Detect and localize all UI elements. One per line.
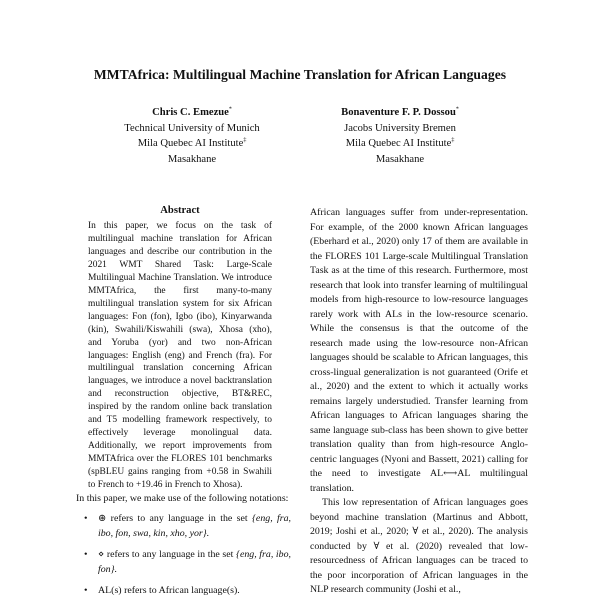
list-item: • ⋄ refers to any language in the set {eng, fra, ibo, fon}. — [84, 549, 292, 575]
paper-title: MMTAfrica: Multilingual Machine Translation for African Languages — [93, 67, 507, 82]
author-affiliation: Technical University of Munich — [124, 122, 260, 134]
author-name: Chris C. Emezue — [152, 107, 229, 118]
author-name: Bonaventure F. P. Dossou — [341, 107, 456, 118]
abstract-heading: Abstract — [160, 205, 200, 216]
abstract-text: In this paper, we focus on the task of multilingual machine translation for African languages and describe our contribution in the 2021 WMT Shared Task: Large-Scale Multilingual Machine Translation. We introduce MMTAfrica, the first many-to-many multilingual translation system for six African languages: Fon (fon), Igbo (ibo), Kinyarwanda (kin), Swahili/Kiswahili (swa), Xhosa (xho), and Yoruba (yor) and two non-African languages: English (eng) and French (fra). For multilingual translation concerning African languages, we introduce a novel backtranslation and reconstruction objective, BT&REC, inspired by the random online back translation and T5 modelling framework respectively, to effectively leverage monolingual data. Additionally, we report improvements from MMTAfrica over the FLORES 101 benchmarks (spBLEU gains ranging from +0.58 in Swahili to French to +19.46 in French to Xhosa). — [88, 221, 272, 491]
body-paragraph: This low representation of African languages goes beyond machine translation (Martinus and Abbott, 2019; Joshi et al., 2020; ∀ et al., 2020). The analysis conducted by ∀ et al. (2020) revealed that low-resourcedness of African languages can be traced to the poor incorporation of African languages in the NLP research community (Joshi et al., — [310, 497, 528, 596]
notation-symbol: ⊛ — [98, 513, 107, 525]
affiliation-mark: ‡ — [451, 137, 455, 144]
author-block — [92, 105, 292, 167]
author-mark: * — [455, 106, 459, 113]
notation-symbol: AL(s) — [98, 585, 122, 597]
list-item: • AL(s) refers to African language(s). — [84, 585, 240, 597]
notation-set: {eng, fra, ibo, fon, swa, kin, xho, yor}. — [98, 513, 292, 539]
left-column-body — [76, 492, 291, 600]
author-affiliation: Mila Quebec AI Institute — [345, 138, 452, 149]
author-affiliation: Masakhane — [375, 153, 425, 165]
author-affiliation: Masakhane — [167, 153, 217, 165]
author-block — [300, 105, 500, 167]
notation-text: refers to any language in the set — [110, 513, 248, 525]
affiliation-mark: ‡ — [243, 137, 247, 144]
notation-intro: In this paper, we make use of the following notations: — [76, 493, 289, 504]
author-affiliation: Mila Quebec AI Institute — [137, 138, 244, 149]
right-column-body — [310, 206, 528, 598]
notation-text: refers to African language(s). — [124, 585, 240, 597]
notation-text: refers to any language in the set — [106, 549, 234, 561]
notation-set: {eng, fra, ibo, fon}. — [98, 549, 292, 575]
author-mark: * — [228, 106, 232, 113]
notation-symbol: ⋄ — [98, 549, 105, 561]
list-item: • ⊛ refers to any language in the set {eng, fra, ibo, fon, swa, kin, xho, yor}. — [84, 513, 292, 539]
author-affiliation: Jacobs University Bremen — [344, 122, 456, 134]
body-paragraph: African languages suffer from under-representation. For example, of the 2000 known African languages (Eberhard et al., 2020) only 17 of them are available in the FLORES 101 Large-scale Multilingual Translation Task as at the time of this research. Furthermore, most research that look into transfer learning of multilingual models from high-resource to low-resource languages rarely work with ALs in the low-resource scenario. While the consensus is that the outcome of the research made using the low-resource non-African languages should be scalable to African languages, this cross-lingual generalization is not guaranteed (Orife et al., 2020) and the extent to which it actually works remains largely understudied. Transfer learning from African languages to African languages sharing the same language sub-class has been shown to give better translation quality than from high-resource Anglo-centric languages (Nyoni and Bassett, 2021) calling for the need to investigate AL⟷AL multilingual translation. — [310, 207, 528, 494]
notation-list — [76, 512, 291, 598]
